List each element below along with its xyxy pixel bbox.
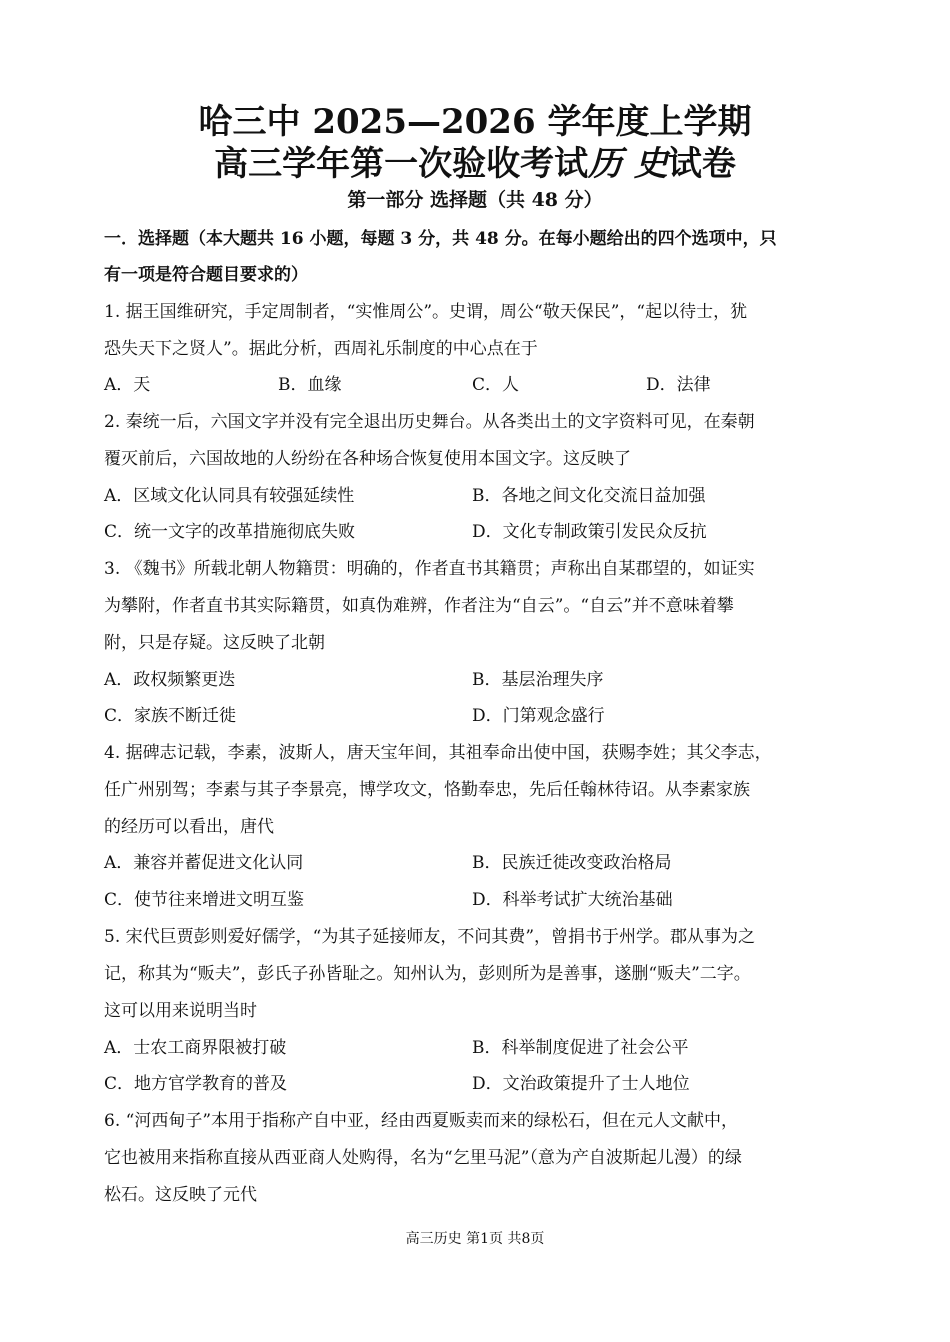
question-6-stem-line1: 6. “河西甸子”本用于指称产自中亚，经由西夏贩卖而来的绿松石，但在元人文献中， (104, 1111, 739, 1131)
question-3-option-b[interactable]: B．基层治理失序 (472, 670, 604, 690)
question-2-option-b[interactable]: B．各地之间文化交流日益加强 (472, 486, 706, 506)
question-5-option-b[interactable]: B．科举制度促进了社会公平 (472, 1038, 689, 1058)
question-5-option-a[interactable]: A．士农工商界限被打破 (104, 1038, 287, 1058)
question-5-stem-line1: 5. 宋代巨贾彭则爱好儒学，“为其子延接师友，不问其费”，曾捐书于州学。郡从事为之 (104, 927, 756, 947)
question-2-stem-line2: 覆灭前后，六国故地的人纷纷在各种场合恢复使用本国文字。这反映了 (104, 449, 631, 469)
section-heading-line1: 一．选择题（本大题共 16 小题，每题 3 分，共 48 分。在每小题给出的四个选项中，只 (104, 229, 777, 249)
question-5-stem-line2: 记，称其为“贩夫”，彭氏子孙皆耻之。知州认为，彭则所为是善事，遂删“贩夫”二字。 (104, 964, 751, 984)
question-4-option-d[interactable]: D．科举考试扩大统治基础 (472, 890, 673, 910)
question-1-option-a[interactable]: A．天 (104, 375, 151, 395)
question-4-stem-line1: 4. 据碑志记载，李素，波斯人，唐天宝年间，其祖奉命出使中国，获赐李姓；其父李志， (104, 743, 772, 763)
part-title: 第一部分 选择题（共 48 分） (347, 189, 603, 211)
subject-name: 历 史 (588, 144, 668, 184)
question-1-stem-line1: 1. 据王国维研究，手定周制者，“实惟周公”。史谓，周公“敬天保民”，“起以待士，犹 (104, 302, 748, 322)
question-3-option-a[interactable]: A．政权频繁更迭 (104, 670, 236, 690)
question-2-option-d[interactable]: D．文化专制政策引发民众反抗 (472, 522, 707, 542)
title-suffix: 试卷 (667, 144, 736, 184)
question-6-stem-line2: 它也被用来指称直接从西亚商人处购得，名为“乞里马泥”（意为产自波斯起儿漫）的绿 (104, 1148, 742, 1168)
question-2-option-c[interactable]: C．统一文字的改革措施彻底失败 (104, 522, 356, 542)
question-1-option-b[interactable]: B．血缘 (278, 375, 342, 395)
question-5-option-c[interactable]: C．地方官学教育的普及 (104, 1074, 288, 1094)
question-5-stem-line3: 这可以用来说明当时 (104, 1001, 257, 1021)
question-4-option-a[interactable]: A．兼容并蓄促进文化认同 (104, 853, 304, 873)
question-1-stem-line2: 恐失天下之贤人”。据此分析，西周礼乐制度的中心点在于 (104, 339, 538, 359)
question-2-option-a[interactable]: A．区域文化认同具有较强延续性 (104, 486, 355, 506)
question-6-stem-line3: 松石。这反映了元代 (104, 1185, 257, 1205)
question-3-stem-line1: 3. 《魏书》所载北朝人物籍贯：明确的，作者直书其籍贯；声称出自某郡望的，如证实 (104, 559, 755, 579)
question-1-option-d[interactable]: D．法律 (646, 375, 711, 395)
section-heading-line2: 有一项是符合题目要求的） (104, 265, 308, 285)
question-3-option-d[interactable]: D．门第观念盛行 (472, 706, 605, 726)
question-4-option-b[interactable]: B．民族迁徙改变政治格局 (472, 853, 672, 873)
title-prefix: 高三学年第一次验收考试 (214, 144, 589, 184)
question-4-stem-line3: 的经历可以看出，唐代 (104, 817, 274, 837)
question-5-option-d[interactable]: D．文治政策提升了士人地位 (472, 1074, 690, 1094)
question-1-option-c[interactable]: C．人 (472, 375, 520, 395)
exam-title-line1: 哈三中 2025—2026 学年度上学期 (198, 102, 752, 142)
question-3-stem-line3: 附，只是存疑。这反映了北朝 (104, 633, 325, 653)
question-3-stem-line2: 为攀附，作者直书其实际籍贯，如真伪难辨，作者注为“自云”。“自云”并不意味着攀 (104, 596, 734, 616)
question-4-option-c[interactable]: C．使节往来增进文明互鉴 (104, 890, 305, 910)
question-3-option-c[interactable]: C．家族不断迁徙 (104, 706, 237, 726)
question-2-stem-line1: 2. 秦统一后，六国文字并没有完全退出历史舞台。从各类出土的文字资料可见，在秦朝 (104, 412, 755, 432)
question-4-stem-line2: 任广州别驾；李素与其子李景亮，博学攻文，恪勤奉忠，先后任翰林待诏。从李素家族 (104, 780, 750, 800)
exam-title-line2 (0, 142, 950, 186)
page-footer: 高三历史 第1页 共8页 (405, 1231, 545, 1247)
